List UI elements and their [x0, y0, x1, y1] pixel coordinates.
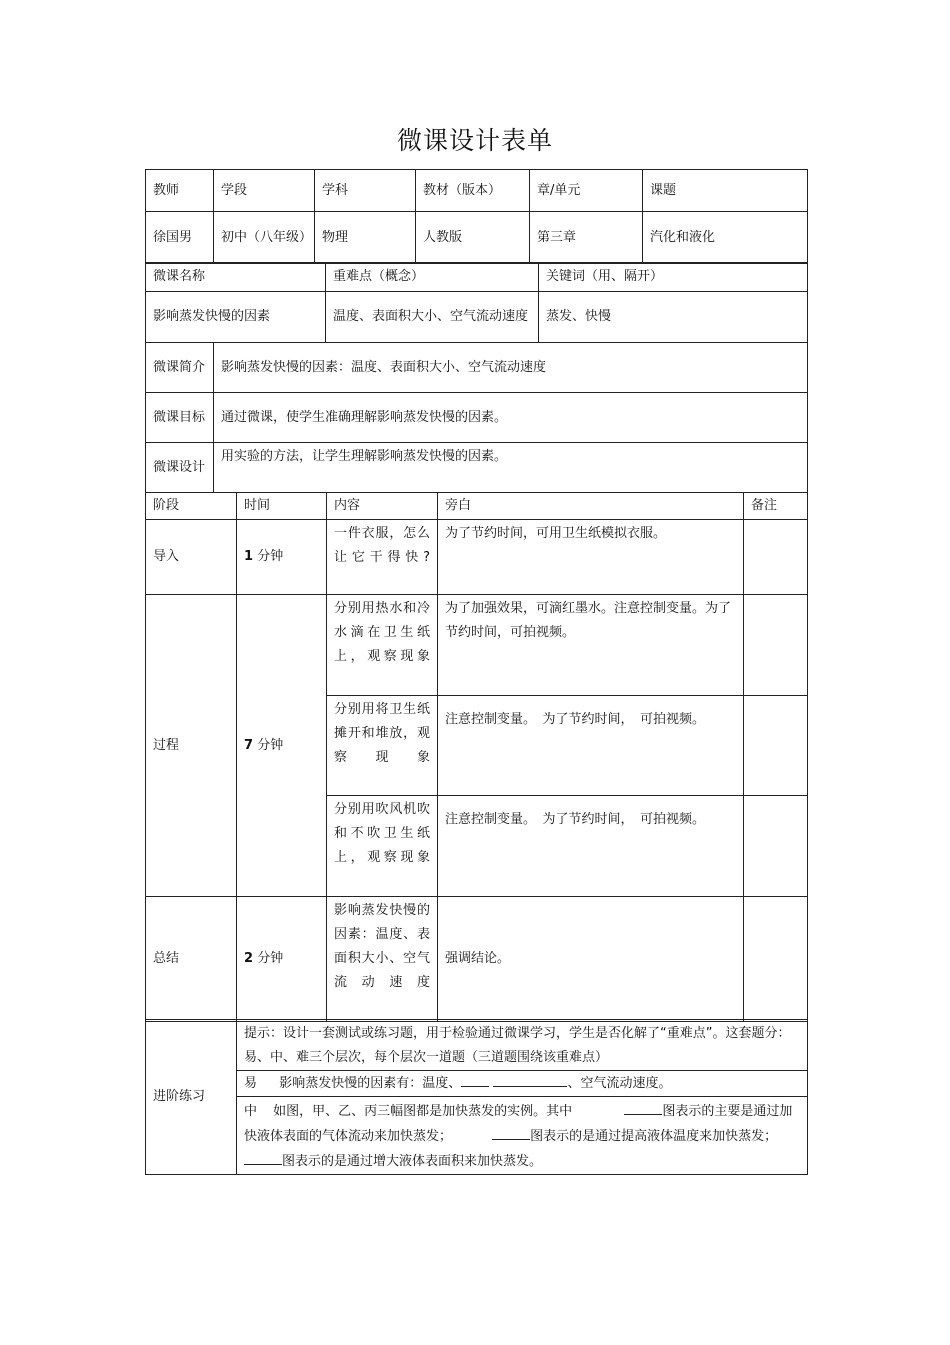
- value-keywords: 蒸发、快慢: [539, 292, 808, 343]
- description-table: [145, 342, 808, 493]
- time-summary-number: 2: [244, 951, 254, 966]
- narration-summary: 强调结论。: [438, 897, 744, 1022]
- narration-process-3: 注意控制变量。 为了节约时间， 可拍视频。: [438, 796, 744, 897]
- value-intro: 影响蒸发快慢的因素：温度、表面积大小、空气流动速度: [214, 343, 808, 393]
- narration-process-2: 注意控制变量。 为了节约时间， 可拍视频。: [438, 696, 744, 796]
- notes-process-2: [744, 696, 808, 796]
- easy-level: 易: [244, 1076, 258, 1091]
- col-notes: 备注: [744, 493, 808, 520]
- value-lesson-name: 影响蒸发快慢的因素: [146, 292, 326, 343]
- notes-process-1: [744, 595, 808, 696]
- col-time: 时间: [237, 493, 327, 520]
- easy-separator: 、: [567, 1076, 581, 1091]
- label-keywords: 关键词（用、隔开）: [539, 263, 808, 292]
- content-summary: 影响蒸发快慢的因素：温度、表面积大小、空气流动速度: [327, 897, 438, 1022]
- practice-table: [145, 1019, 808, 1175]
- stage-intro: 导入: [146, 520, 237, 595]
- label-practice: 进阶练习: [146, 1020, 237, 1175]
- notes-summary: [744, 897, 808, 1022]
- value-school-stage: 初中（八年级）: [214, 212, 315, 264]
- label-lesson-name: 微课名称: [146, 263, 326, 292]
- value-teacher: 徐国男: [146, 212, 214, 264]
- label-key-points: 重难点（概念）: [326, 263, 539, 292]
- stage-summary: 总结: [146, 897, 237, 1022]
- easy-text-after: 空气流动速度。: [580, 1076, 672, 1091]
- medium-part4: 图表示的是通过增大液体表面积来加快蒸发。: [282, 1154, 543, 1169]
- medium-level: 中: [244, 1104, 258, 1119]
- time-summary-unit: 分钟: [257, 951, 284, 966]
- label-school-stage: 学段: [214, 170, 315, 212]
- label-chapter: 章/单元: [530, 170, 643, 212]
- time-intro-unit: 分钟: [257, 549, 284, 564]
- label-intro: 微课简介: [146, 343, 214, 393]
- stage-process: 过程: [146, 595, 237, 897]
- practice-medium: [237, 1097, 808, 1175]
- time-process: [237, 595, 327, 897]
- value-subject: 物理: [315, 212, 416, 264]
- label-goal: 微课目标: [146, 393, 214, 443]
- easy-blank-1: [461, 1071, 489, 1087]
- time-summary: [237, 897, 327, 1022]
- practice-easy: [237, 1071, 808, 1097]
- time-process-number: 7: [244, 737, 254, 753]
- col-stage: 阶段: [146, 493, 237, 520]
- label-teacher: 教师: [146, 170, 214, 212]
- stages-table: [145, 492, 808, 1022]
- value-key-points: 温度、表面积大小、空气流动速度: [326, 292, 539, 343]
- medium-blank-3: [244, 1149, 282, 1165]
- content-process-2: 分别用将卫生纸摊开和堆放，观察现象: [327, 696, 438, 796]
- content-intro: 一件衣服，怎么让它干得快?: [327, 520, 438, 595]
- time-intro: [237, 520, 327, 595]
- easy-blank-2: [493, 1071, 567, 1087]
- medium-part2: 图表示的主要是通过加快液体表面的气体流动来加快蒸发；: [244, 1104, 793, 1144]
- narration-process-1: 为了加强效果，可滴红墨水。注意控制变量。为了节约时间，可拍视频。: [438, 595, 744, 696]
- col-narration: 旁白: [438, 493, 744, 520]
- notes-intro: [744, 520, 808, 595]
- label-textbook: 教材（版本）: [416, 170, 530, 212]
- value-design: 用实验的方法，让学生理解影响蒸发快慢的因素。: [214, 443, 808, 493]
- practice-hint: 提示：设计一套测试或练习题，用于检验通过微课学习，学生是否化解了“重难点”。这套题分：易、中、难三个层次，每个层次一道题（三道题围绕该重难点）: [237, 1020, 808, 1071]
- notes-process-3: [744, 796, 808, 897]
- label-design: 微课设计: [146, 443, 214, 493]
- content-process-1: 分别用热水和冷水滴在卫生纸上，观察现象: [327, 595, 438, 696]
- value-chapter: 第三章: [530, 212, 643, 264]
- medium-blank-1: [624, 1099, 662, 1115]
- easy-text-before: 影响蒸发快慢的因素有：温度、: [279, 1076, 462, 1091]
- time-intro-number: 1: [244, 549, 254, 564]
- label-subject: 学科: [315, 170, 416, 212]
- value-goal: 通过微课，使学生准确理解影响蒸发快慢的因素。: [214, 393, 808, 443]
- header-table: [145, 169, 808, 264]
- page-title: 微课设计表单: [396, 126, 553, 155]
- medium-blank-2: [492, 1124, 530, 1140]
- narration-intro: 为了节约时间，可用卫生纸模拟衣服。: [438, 520, 744, 595]
- time-process-unit: 分钟: [257, 737, 284, 753]
- value-textbook: 人教版: [416, 212, 530, 264]
- medium-part3: 图表示的是通过提高液体温度来加快蒸发；: [530, 1129, 778, 1144]
- medium-part1: 如图，甲、乙、丙三幅图都是加快蒸发的实例。其中: [273, 1104, 573, 1119]
- keywords-table: [145, 262, 808, 343]
- label-topic: 课题: [643, 170, 808, 212]
- value-topic: 汽化和液化: [643, 212, 808, 264]
- content-process-3: 分别用吹风机吹和不吹卫生纸上，观察现象: [327, 796, 438, 897]
- col-content: 内容: [327, 493, 438, 520]
